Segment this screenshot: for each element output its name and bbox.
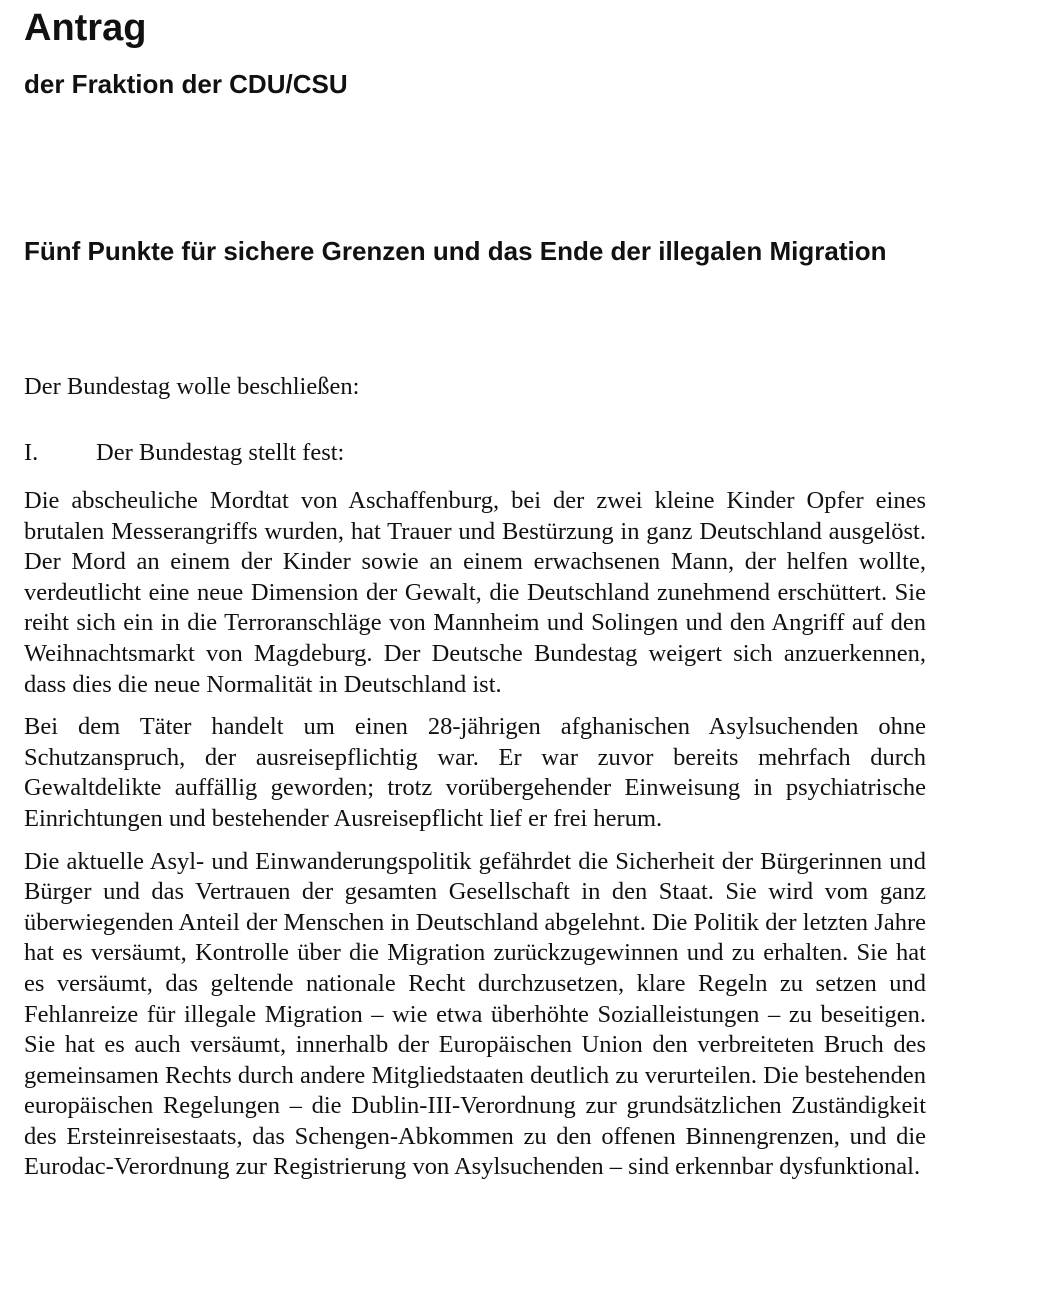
paragraph: Bei dem Täter handelt um einen 28-jährigen afghanischen Asylsuchenden ohne Schutzanspruch, der ausreisepflichtig war. Er war zuvor bereits mehrfach durch Gewaltdelikte auffällig geworden; trotz vorübergehender Einweisung in psychiatrische Einrichtungen und bestehender Ausreisepflicht lief er frei herum.: [24, 713, 926, 832]
section-heading: [24, 438, 344, 468]
faction-subheading: der Fraktion der CDU/CSU: [24, 69, 348, 99]
document-type-heading: Antrag: [24, 7, 147, 49]
section-title: Der Bundestag stellt fest:: [96, 439, 345, 466]
body-text: [24, 486, 926, 1195]
paragraph: Die aktuelle Asyl- und Einwanderungspolitik gefährdet die Sicherheit der Bürgerinnen und Bürger und das Vertrauen der gesamten Gesellschaft in den Staat. Sie wird vom ganz überwiegenden Anteil der Menschen in Deutschland abgelehnt. Die Politik der letzten Jahre hat es versäumt, Kontrolle über die Migration zurückzugewinnen und zu erhalten. Sie hat es versäumt, das geltende nationale Recht durchzusetzen, klare Regeln zu setzen und Fehlanreize für illegale Migration – wie etwa überhöhte Sozialleistungen – zu beseitigen. Sie hat es auch versäumt, innerhalb der Europäischen Union den verbreiteten Bruch des gemeinsamen Rechts durch andere Mitgliedstaaten deutlich zu verurteilen. Die bestehenden europäischen Regelungen – die Dublin-III-Verordnung zur grundsätzlichen Zuständigkeit des Ersteinreisestaats, das Schengen-Abkommen zu den offenen Binnengrenzen, und die Eurodac-Verordnung zur Registrierung von Asylsuchenden – sind erkennbar dysfunktional.: [24, 847, 926, 1181]
resolution-intro: Der Bundestag wolle beschließen:: [24, 373, 360, 400]
document-title: Fünf Punkte für sichere Grenzen und das Ende der illegalen Migration: [24, 236, 887, 266]
paragraph: Die abscheuliche Mordtat von Aschaffenburg, bei der zwei kleine Kinder Opfer eines brutalen Messerangriffs wurden, hat Trauer und Bestürzung in ganz Deutschland ausgelöst. Der Mord an einem der Kinder sowie an einem erwachsenen Mann, der helfen wollte, verdeutlicht eine neue Dimension der Gewalt, die Deutschland zunehmend erschüttert. Sie reiht sich ein in die Terroranschläge von Mannheim und Solingen und den Angriff auf den Weihnachtsmarkt von Magdeburg. Der Deutsche Bundestag weigert sich anzuerkennen, dass dies die neue Normalität in Deutschland ist.: [24, 487, 926, 698]
section-number: I.: [24, 439, 39, 466]
